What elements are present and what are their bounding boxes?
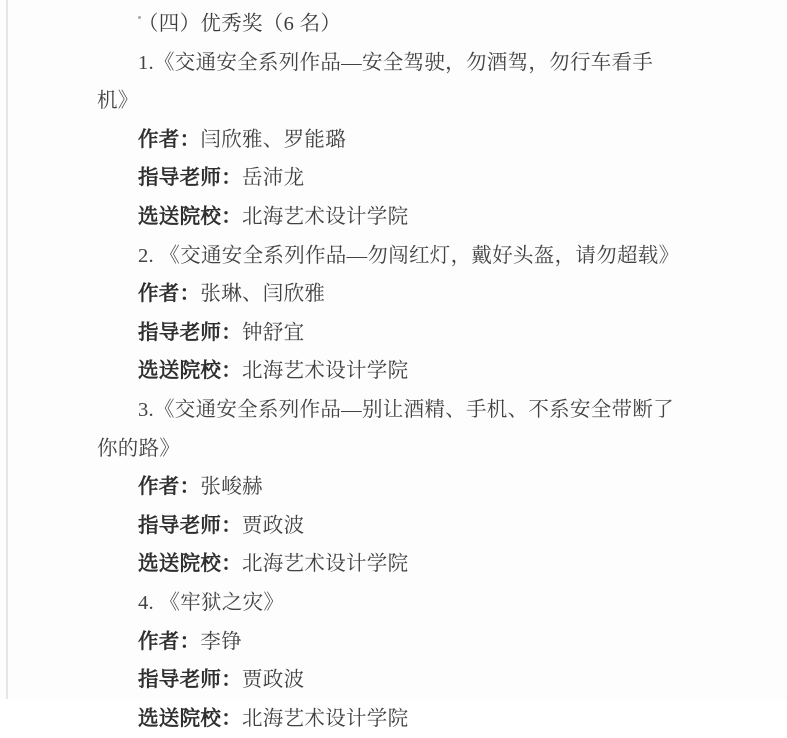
entry-author-line bbox=[97, 275, 677, 314]
school-label: 选送院校： bbox=[138, 205, 242, 228]
entry-school-line bbox=[97, 352, 677, 391]
teacher-label: 指导老师： bbox=[138, 514, 242, 537]
school-label: 选送院校： bbox=[138, 360, 242, 383]
award-entry bbox=[97, 391, 677, 584]
entry-teacher-line bbox=[97, 661, 677, 700]
author-name: 张峻赫 bbox=[200, 476, 263, 499]
teacher-name: 钟舒宜 bbox=[242, 321, 305, 344]
entry-teacher-line bbox=[97, 159, 677, 198]
author-label: 作者： bbox=[138, 630, 201, 653]
teacher-label: 指导老师： bbox=[138, 321, 242, 344]
entry-school-line bbox=[97, 700, 677, 738]
school-name: 北海艺术设计学院 bbox=[242, 707, 409, 730]
author-name: 闫欣雅、罗能璐 bbox=[200, 128, 347, 151]
author-label: 作者： bbox=[138, 283, 201, 306]
award-entry bbox=[97, 237, 680, 391]
teacher-label: 指导老师： bbox=[138, 669, 242, 692]
scan-edge-artifact bbox=[6, 0, 8, 699]
document-body bbox=[97, 5, 680, 738]
entry-author-line bbox=[97, 121, 677, 160]
teacher-name: 贾政波 bbox=[242, 669, 305, 692]
entry-author-line bbox=[97, 468, 677, 507]
teacher-name: 贾政波 bbox=[242, 514, 305, 537]
author-name: 李铮 bbox=[200, 630, 243, 653]
school-name: 北海艺术设计学院 bbox=[242, 205, 409, 228]
teacher-name: 岳沛龙 bbox=[242, 167, 305, 190]
entry-teacher-line bbox=[97, 507, 677, 546]
entry-school-line bbox=[97, 545, 677, 584]
entry-title: 2. 《交通安全系列作品—勿闯红灯，戴好头盔，请勿超载》 bbox=[138, 244, 680, 267]
award-entry bbox=[97, 44, 677, 237]
award-entry bbox=[97, 584, 677, 738]
entry-teacher-line bbox=[97, 314, 677, 353]
entry-author-line bbox=[97, 623, 677, 662]
author-name: 张琳、闫欣雅 bbox=[200, 283, 326, 306]
entry-school-line bbox=[97, 198, 677, 237]
school-name: 北海艺术设计学院 bbox=[242, 553, 409, 576]
school-label: 选送院校： bbox=[138, 707, 242, 730]
entry-title: 1.《交通安全系列作品—安全驾驶，勿酒驾，勿行车看手机》 bbox=[97, 51, 654, 113]
author-label: 作者： bbox=[138, 476, 201, 499]
teacher-label: 指导老师： bbox=[138, 167, 242, 190]
entry-title: 3.《交通安全系列作品—别让酒精、手机、不系安全带断了你的路》 bbox=[97, 398, 674, 460]
section-heading: （四）优秀奖（6 名） bbox=[138, 13, 342, 35]
school-name: 北海艺术设计学院 bbox=[242, 360, 409, 383]
author-label: 作者： bbox=[138, 128, 201, 151]
entry-title: 4. 《牢狱之灾》 bbox=[138, 591, 285, 614]
school-label: 选送院校： bbox=[138, 553, 242, 576]
